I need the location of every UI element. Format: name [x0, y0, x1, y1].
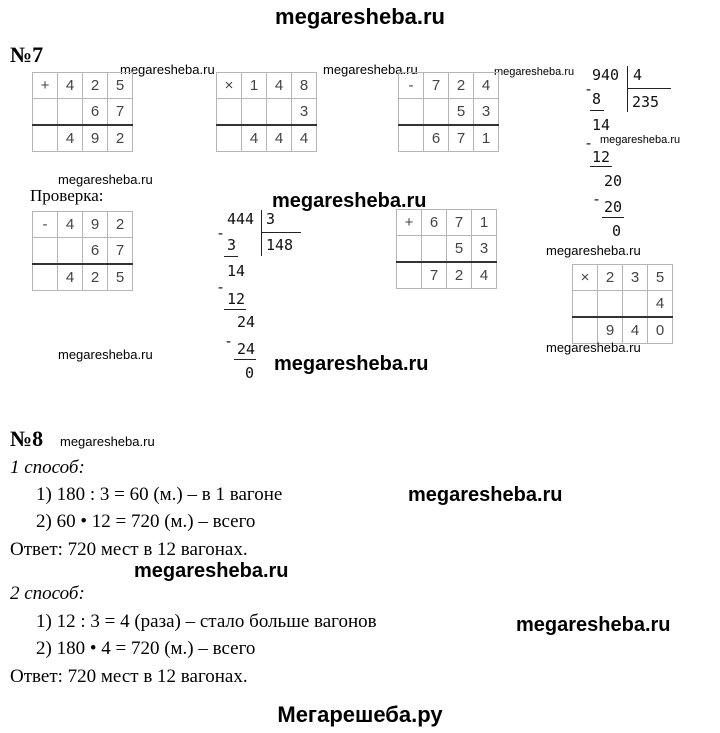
watermark: megaresheba.ru [134, 560, 289, 582]
way2-step2: 2) 180 • 4 = 720 (м.) – всего [36, 638, 256, 659]
watermark: megaresheba.ru [323, 62, 418, 77]
watermark: megaresheba.ru [58, 347, 153, 362]
way1-step2: 2) 60 • 12 = 720 (м.) – всего [36, 511, 256, 532]
way1-step1: 1) 180 : 3 = 60 (м.) – в 1 вагоне [36, 484, 283, 505]
watermark: megaresheba.ru [272, 190, 427, 212]
subtraction-grid: - 7 2 4 5 3 6 7 1 [398, 72, 499, 152]
watermark: megaresheba.ru [120, 62, 215, 77]
watermark: megaresheba.ru [546, 243, 641, 258]
watermark: megaresheba.ru [274, 353, 429, 375]
check-addition-grid: + 6 7 1 5 3 7 2 4 [396, 209, 497, 289]
check-label: Проверка: [30, 186, 104, 205]
check-multiplication-grid: × 2 3 5 4 9 4 0 [572, 264, 673, 344]
watermark: megaresheba.ru [494, 66, 575, 78]
task7-number: №7 [10, 42, 44, 67]
way2-step1: 1) 12 : 3 = 4 (раза) – стало больше вагонов [36, 611, 377, 632]
task8-number: №8 [10, 426, 44, 451]
way2-answer: Ответ: 720 мест в 12 вагонах. [10, 666, 248, 687]
way1-title: 1 способ: [10, 457, 85, 478]
multiplication-grid: × 1 4 8 3 4 4 4 [216, 72, 317, 152]
watermark: megaresheba.ru [546, 340, 641, 355]
site-header: megaresheba.ru [275, 4, 445, 29]
watermark: megaresheba.ru [516, 614, 671, 636]
watermark: megaresheba.ru [600, 134, 681, 146]
watermark: megaresheba.ru [60, 434, 155, 449]
watermark: megaresheba.ru [408, 484, 563, 506]
watermark: megaresheba.ru [58, 172, 153, 187]
site-footer: Мегарешеба.ру [277, 702, 443, 727]
addition-grid: + 4 2 5 6 7 4 9 2 [32, 72, 133, 152]
way2-title: 2 способ: [10, 583, 85, 604]
way1-answer: Ответ: 720 мест в 12 вагонах. [10, 539, 248, 560]
check-subtraction-grid: - 4 9 2 6 7 4 2 5 [32, 211, 133, 291]
